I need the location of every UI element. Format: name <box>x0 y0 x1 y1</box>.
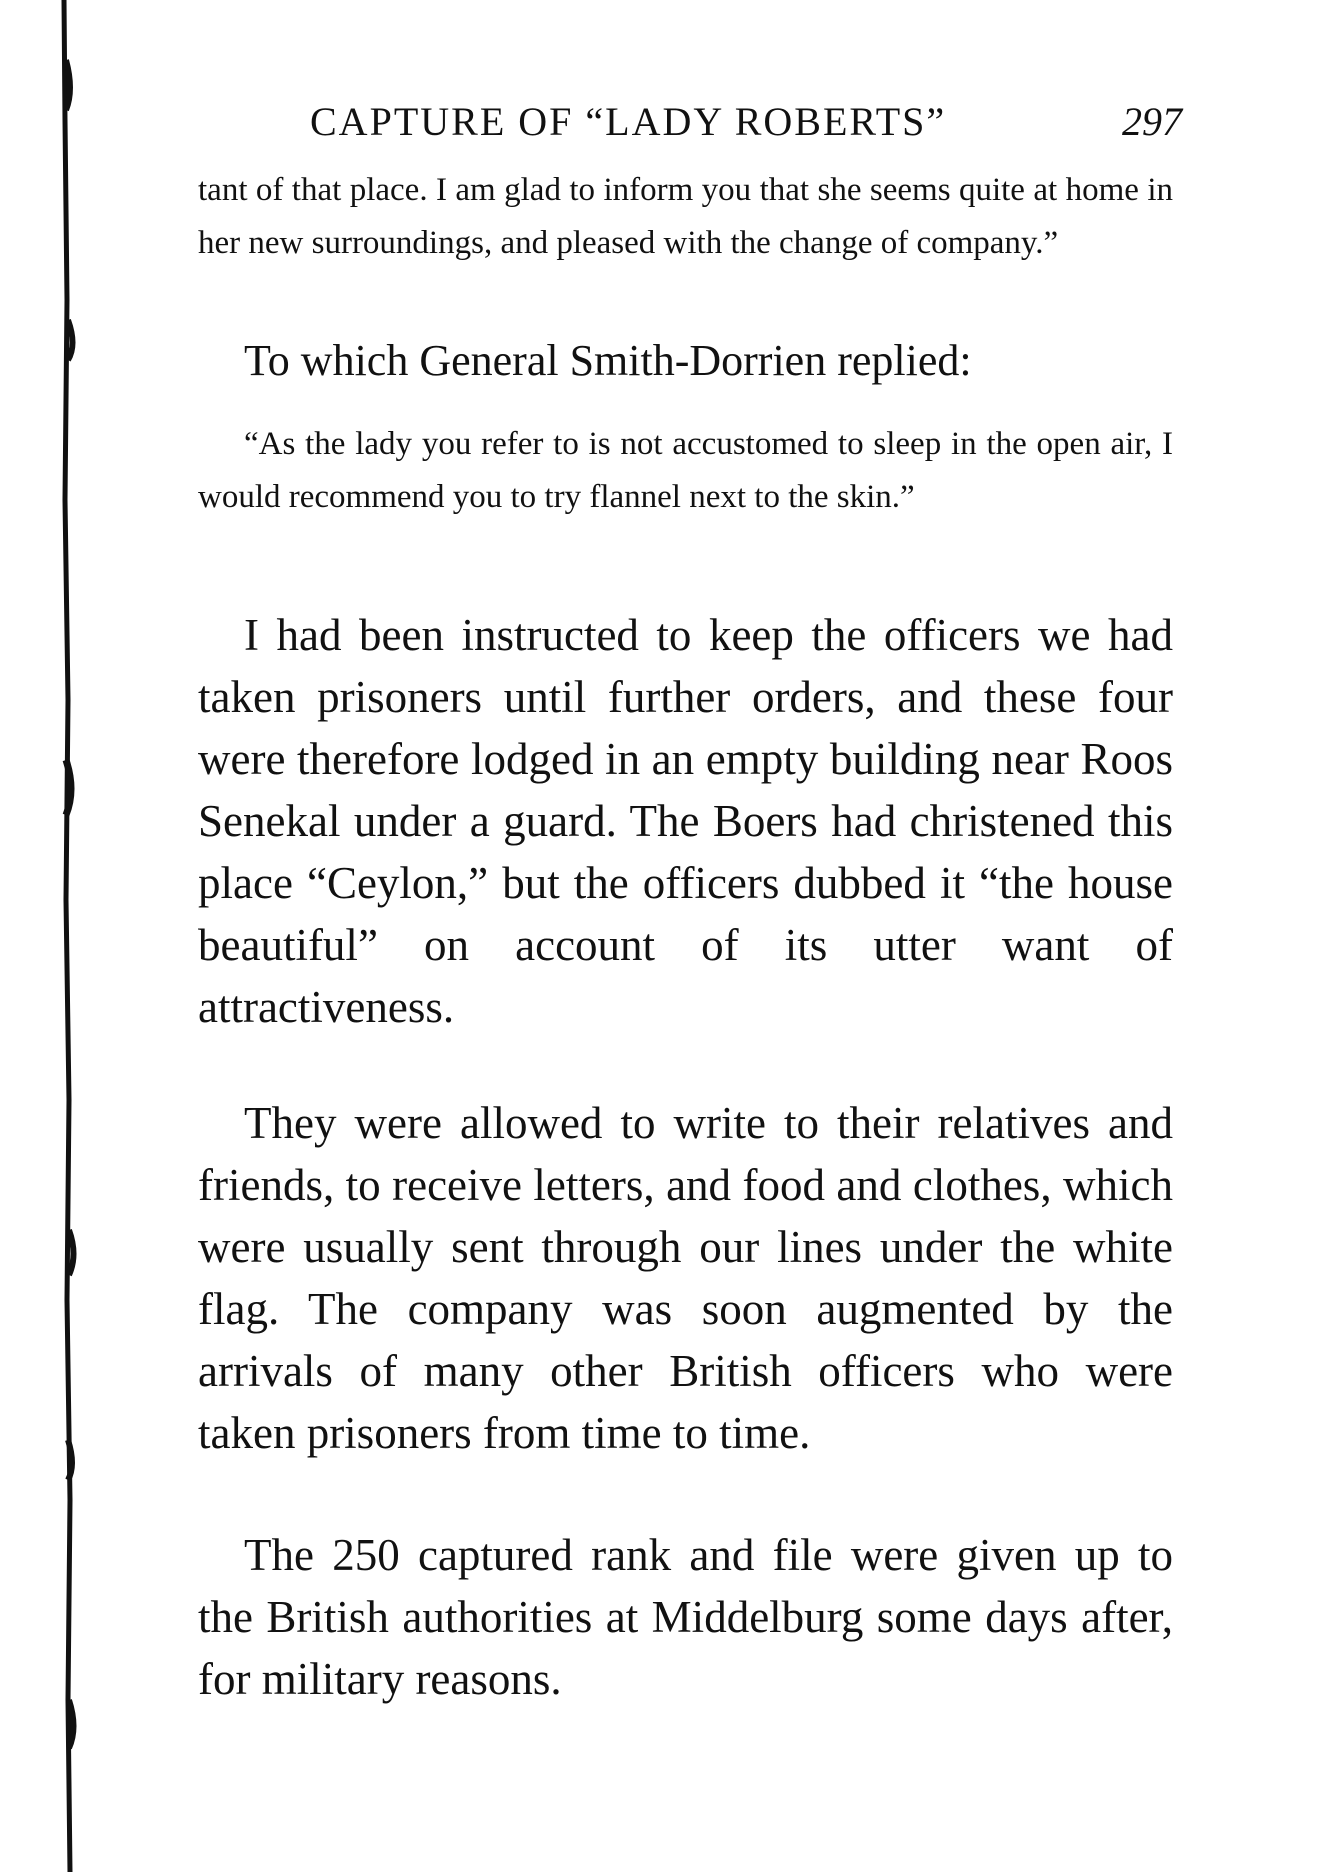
running-head: CAPTURE OF “LADY ROBERTS” <box>310 99 947 144</box>
correspondence-paragraph: They were allowed to write to their relatives and friends, to receive letters, and food and clothes, which were usually sent through our lines under the white flag. The company was soon augmented by the arrivals of many other British officers who were taken prisoners from time to time. <box>198 1098 1173 1458</box>
rank-and-file-paragraph: The 250 captured rank and file were given up to the British authorities at Middelburg some days after, for military reasons. <box>198 1530 1173 1704</box>
letter-continuation-paragraph: tant of that place. I am glad to inform you that she seems quite at home in her new surroundings, and pleased with the change of company.” <box>198 172 1173 261</box>
page-binding-edge <box>50 0 80 1872</box>
page-number: 297 <box>1122 99 1182 144</box>
reply-quote-paragraph: “As the lady you refer to is not accustomed to sleep in the open air, I would recommend you to try flannel next to the skin.” <box>198 426 1173 515</box>
reply-intro-paragraph: To which General Smith-Dorrien replied: <box>244 336 972 385</box>
prisoners-paragraph: I had been instructed to keep the officers we had taken prisoners until further orders, and these four were therefore lodged in an empty building near Roos Senekal under a guard. The Boers had christened this place “Ceylon,” but the officers dubbed it “the house beautiful” on account of its utter want of attractiveness. <box>198 610 1173 1032</box>
page-header <box>310 98 1190 158</box>
